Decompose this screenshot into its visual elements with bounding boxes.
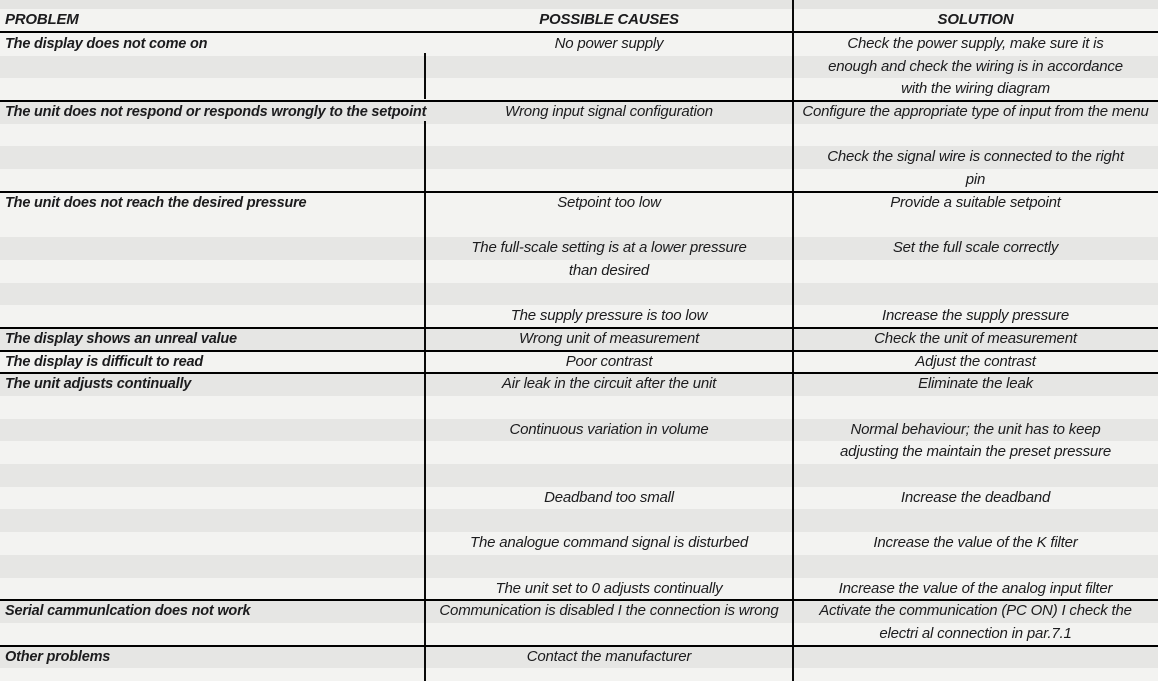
row-cells <box>0 373 1158 600</box>
cell-line: Communication is disabled I the connection is wrong <box>439 602 779 620</box>
cell-line <box>425 509 793 532</box>
problem-cell <box>0 328 425 351</box>
cell-line: pin <box>965 171 986 189</box>
problem-cell <box>0 600 425 645</box>
cell-line: The display does not come on <box>5 36 208 52</box>
causes-cell <box>425 351 793 374</box>
row-cells <box>0 351 1158 374</box>
cell-line: Serial cammunlcation does not work <box>5 603 251 620</box>
solution-cell <box>793 192 1158 328</box>
row-cells <box>0 101 1158 192</box>
row-cells <box>0 646 1158 681</box>
table-row <box>0 192 1158 328</box>
cell-line <box>793 555 1158 578</box>
cell-line: The unit does not reach the desired pressure <box>5 194 307 211</box>
cell-line <box>793 668 1158 681</box>
cell-line <box>0 555 425 578</box>
row-cells <box>0 600 1158 645</box>
cell-line: Setpoint too low <box>557 193 661 211</box>
cell-line <box>0 441 425 464</box>
cell-line <box>793 509 1158 532</box>
causes-cell <box>425 600 793 645</box>
cell-line: The supply pressure is too low <box>510 307 708 325</box>
cell-line: Set the full scale correctly <box>892 239 1059 257</box>
problem-cell <box>0 192 425 328</box>
cell-line <box>0 509 425 532</box>
table-row <box>0 646 1158 681</box>
problem-cell <box>0 351 425 374</box>
cell-line <box>425 555 793 578</box>
cell-line <box>425 124 793 147</box>
cell-line <box>425 78 793 101</box>
cell-line <box>793 646 1158 669</box>
table-row <box>0 328 1158 351</box>
cell-line <box>0 305 425 328</box>
cell-line <box>425 283 793 306</box>
cell-line: Air leak in the circuit after the unit <box>501 375 717 393</box>
cell-line: Poor contrast <box>565 352 653 370</box>
cell-line: Deadband too small <box>544 488 674 506</box>
table-row <box>0 101 1158 192</box>
cell-line: than desired <box>568 261 650 279</box>
row-cells <box>0 328 1158 351</box>
column-divider-1-lower <box>424 121 426 681</box>
cell-line: Wrong unit of measurement <box>518 329 700 347</box>
cell-line: The analogue command signal is disturbed <box>469 534 748 552</box>
cell-line <box>793 464 1158 487</box>
cell-line <box>0 56 425 79</box>
cell-line <box>0 146 425 169</box>
cell-line: Contact the manufacturer <box>526 647 692 665</box>
cell-line <box>0 396 425 419</box>
cell-line <box>0 169 425 192</box>
cell-line: The display shows an unreal value <box>5 330 237 347</box>
cell-line <box>425 668 793 681</box>
cell-line <box>425 464 793 487</box>
causes-cell <box>425 101 793 192</box>
cell-line: Increase the supply pressure <box>881 307 1069 325</box>
cell-line: with the wiring diagram <box>901 80 1050 98</box>
cell-line: Other problems <box>5 648 111 665</box>
causes-cell <box>425 328 793 351</box>
cell-line: Continuous variation in volume <box>509 420 709 438</box>
cell-line <box>425 441 793 464</box>
cell-line: No power supply <box>554 35 664 52</box>
cell-line <box>0 283 425 306</box>
problem-cell <box>0 101 425 192</box>
cell-line <box>0 419 425 442</box>
cell-line <box>425 169 793 192</box>
cell-line <box>0 487 425 510</box>
cell-line <box>0 215 425 238</box>
solution-cell <box>793 328 1158 351</box>
solution-cell <box>793 373 1158 600</box>
table-body <box>0 33 1158 681</box>
cell-line <box>0 260 425 283</box>
table-header-row <box>0 0 1158 33</box>
causes-cell <box>425 373 793 600</box>
cell-line <box>0 578 425 601</box>
cell-line <box>425 623 793 646</box>
cell-line <box>0 668 425 681</box>
cell-line: Adjust the contrast <box>915 352 1036 370</box>
cell-line: Wrong input signal configuration <box>505 103 713 121</box>
cell-line: electri al connection in par.7.1 <box>879 624 1072 642</box>
solution-cell <box>793 33 1158 101</box>
solution-cell <box>793 101 1158 192</box>
cell-line: The display is difficult to read <box>5 353 203 370</box>
cell-line <box>0 237 425 260</box>
column-divider-2 <box>792 0 794 681</box>
cell-line: Increase the deadband <box>900 488 1051 506</box>
cell-line: adjusting the maintain the preset pressure <box>840 443 1111 461</box>
cell-line: The unit does not respond or responds wrongly to the setpoint <box>5 104 427 121</box>
cell-line: Check the unit of measurement <box>874 329 1077 347</box>
column-header-problem: PROBLEM <box>5 11 79 28</box>
problem-cell <box>0 646 425 681</box>
cell-line: Configure the appropriate type of input from the menu <box>802 103 1149 121</box>
solution-cell <box>793 646 1158 681</box>
cell-line <box>793 283 1158 306</box>
cell-line <box>793 396 1158 419</box>
cell-line: Normal behaviour; the unit has to keep <box>850 420 1101 438</box>
header-band <box>0 9 1158 31</box>
cell-line <box>0 464 425 487</box>
solution-cell <box>793 600 1158 645</box>
header-top-band <box>0 0 1158 9</box>
cell-line <box>425 215 793 238</box>
cell-line: The full-scale setting is at a lower pressure <box>471 239 747 257</box>
column-header-solution: SOLUTION <box>937 11 1014 28</box>
cell-line <box>425 56 793 79</box>
cell-line <box>0 124 425 147</box>
cell-line: Check the power supply, make sure it is <box>847 35 1104 52</box>
cell-line <box>425 396 793 419</box>
cell-line: Eliminate the leak <box>918 375 1033 393</box>
problem-cell <box>0 33 425 101</box>
table-row <box>0 351 1158 374</box>
causes-cell <box>425 646 793 681</box>
cell-line: Check the signal wire is connected to the right <box>827 148 1124 166</box>
cell-line: Increase the value of the K filter <box>873 534 1078 552</box>
cell-line <box>0 532 425 555</box>
solution-cell <box>793 351 1158 374</box>
row-cells <box>0 33 1158 101</box>
cell-line: The unit adjusts continually <box>5 376 192 393</box>
table-row <box>0 373 1158 600</box>
row-cells <box>0 192 1158 328</box>
cell-line <box>793 260 1158 283</box>
cell-line <box>0 78 425 101</box>
cell-line <box>0 623 425 646</box>
causes-cell <box>425 192 793 328</box>
cell-line: The unit set to 0 adjusts continually <box>495 579 723 597</box>
cell-line: Provide a suitable setpoint <box>890 193 1061 211</box>
cell-line: Activate the communication (PC ON) I check the <box>819 602 1132 620</box>
cell-line <box>793 215 1158 238</box>
column-divider-1-upper <box>424 53 426 99</box>
table-row <box>0 600 1158 645</box>
cell-line: enough and check the wiring is in accordance <box>828 57 1123 75</box>
problem-cell <box>0 373 425 600</box>
cell-line: Increase the value of the analog input filter <box>838 579 1113 597</box>
cell-line <box>793 124 1158 147</box>
causes-cell <box>425 33 793 101</box>
cell-line <box>425 146 793 169</box>
table-row <box>0 33 1158 101</box>
column-header-causes: POSSIBLE CAUSES <box>539 11 679 28</box>
